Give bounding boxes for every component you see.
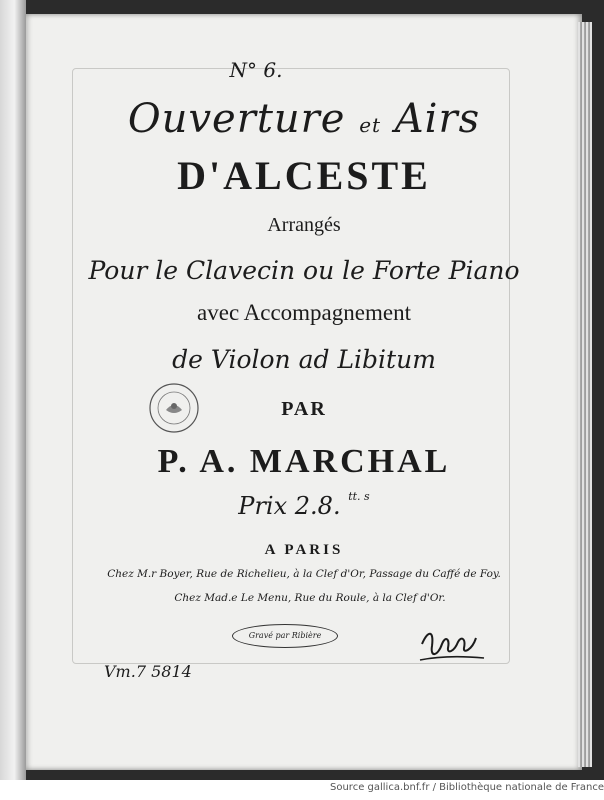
city: A PARIS: [264, 542, 344, 558]
title-connector: et: [359, 113, 382, 137]
title-part-1: Ouverture: [127, 96, 346, 142]
accompaniment-text: avec Accompagnement: [197, 300, 411, 325]
instruments-text: Pour le Clavecin ou le Forte Piano: [88, 256, 520, 285]
publisher-address-2: Chez Mad.e Le Menu, Rue du Roule, à la Clef d'Or.: [174, 592, 446, 604]
previous-page-edge: [0, 0, 26, 780]
subtitle: D'ALCESTE: [177, 153, 431, 198]
price-label: Prix: [238, 492, 288, 520]
violin-text: de Violon ad Libitum: [172, 345, 436, 374]
shelfmark: Vm.7 5814: [104, 662, 192, 681]
price-value: 2.8.: [294, 492, 341, 520]
arranged-text: Arrangés: [267, 214, 341, 236]
source-caption: Source gallica.bnf.fr / Bibliothèque nationale de France: [330, 782, 604, 793]
by-text: PAR: [281, 398, 327, 420]
price-units: tt. s: [348, 490, 370, 503]
page-title: [26, 96, 582, 142]
score-number: N° 6.: [229, 58, 283, 82]
engraver-credit: Gravé par Ribière: [232, 624, 338, 648]
price: [26, 490, 582, 520]
publisher-address-1: Chez M.r Boyer, Rue de Richelieu, à la Clef d'Or, Passage du Caffé de Foy.: [107, 568, 501, 580]
composer-name: P. A. MARCHAL: [157, 443, 451, 480]
signature-icon: [418, 626, 488, 666]
title-part-2: Airs: [394, 96, 481, 142]
